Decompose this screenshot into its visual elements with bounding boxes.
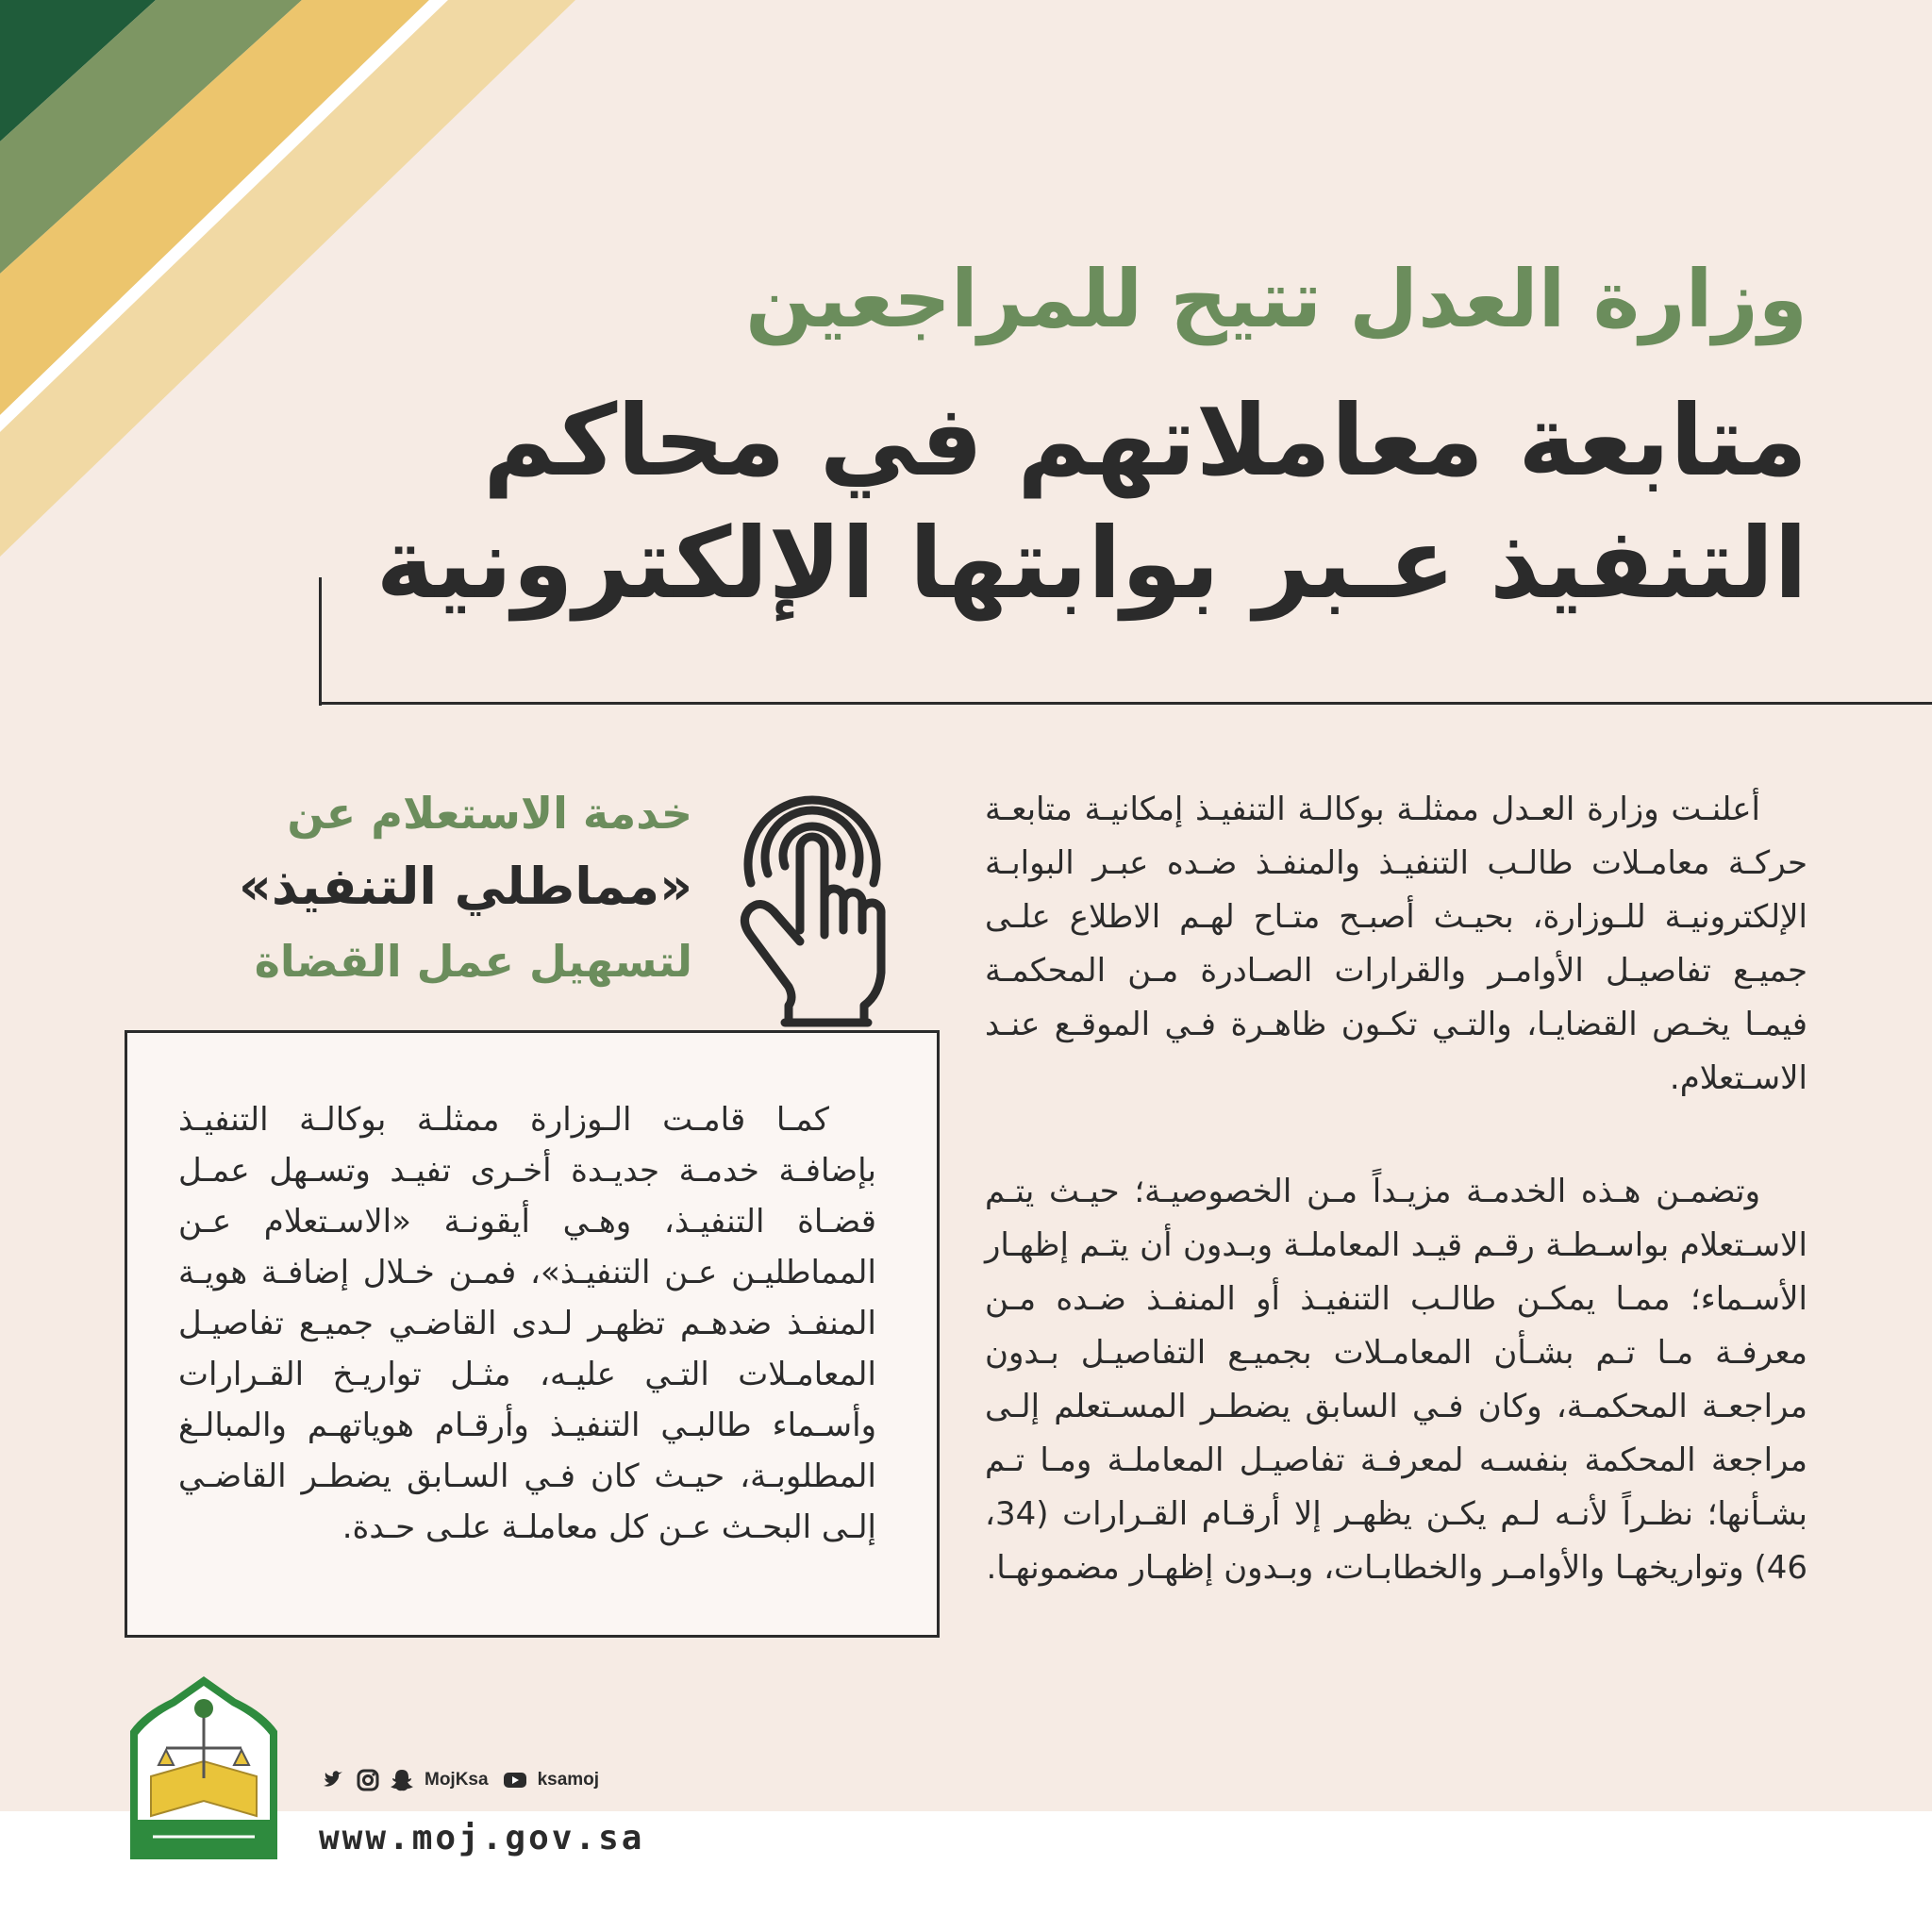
main-paragraph-2: وتضمـن هـذه الخدمـة مزيـداً مـن الخصوصيـة؛ حيـث يتـم الاسـتعلام بواسـطـة رقـم قيـد المعاملـة وبـدون أن يتـم إظهـار الأسـماء؛ ممـا يمكـن طالـب التنفيـذ أو المنفـذ ضـده مـن معرفـة مـا تـم بشـأن المعامـلات بجميـع التفاصيـل بـدون مراجعـة المحكمـة، وكان فـي السابق يضطـر المسـتعلم إلـى مراجعة المحكمة بنفسـه لمعرفـة تفاصيـل المعاملـة ومـا تـم بشـأنها؛ نظـراً لأنـه لـم يكـن يظهـر إلا أرقـام القـرارات (34، 46) وتواريخهـا والأوامـر والخطابـات، وبـدون إظهـار مضمونهـا. bbox=[985, 1173, 1807, 1587]
side-text-box bbox=[125, 1030, 940, 1638]
header-frame-divider bbox=[319, 702, 1932, 705]
side-box-paragraph: كمـا قامـت الـوزارة ممثلـة بوكالـة التنفيـذ بإضافـة خدمـة جديـدة أخـرى تفيـد وتسـهل عمـل قضـاة التنفيـذ، وهـي أيقونـة «الاسـتعلام عـن المماطليـن عـن التنفيـذ»، فمـن خـلال إضافـة هويـة المنفـذ ضدهـم تظهـر لـدى القاضـي جميـع تفاصيـل المعامـلات التـي عليـه، مثـل تواريـخ القـرارات وأسـماء طالبـي التنفيـذ وأرقـام هوياتهـم والمبالـغ المطلوبـة، حيـث كان فـي السـابق يضطـر القاضـي إلـى البحـث عـن كل معاملـة علـى حـدة. bbox=[178, 1101, 876, 1546]
header-frame-vertical bbox=[319, 577, 322, 706]
ministry-of-justice-logo bbox=[125, 1674, 283, 1859]
instagram-icon[interactable] bbox=[355, 1767, 381, 1793]
side-title-line-1: خدمة الاستعلام عن bbox=[287, 788, 692, 839]
footer-band bbox=[0, 1811, 1932, 1932]
social-handle-ksamoj[interactable]: ksamoj bbox=[537, 1770, 600, 1790]
headline-line-3: التنفيذ عـبر بوابتها الإلكترونية bbox=[375, 506, 1807, 621]
headline-line-2: متابعة معاملاتهم في محاكم bbox=[483, 383, 1807, 498]
youtube-icon[interactable] bbox=[502, 1767, 528, 1793]
side-title-line-2: «مماطلي التنفيذ» bbox=[239, 857, 692, 916]
snapchat-icon[interactable] bbox=[389, 1767, 415, 1793]
social-media-row bbox=[321, 1766, 605, 1794]
twitter-icon[interactable] bbox=[321, 1767, 347, 1793]
touch-hand-icon bbox=[732, 779, 892, 1032]
side-title-line-3: لتسهيل عمل القضاة bbox=[254, 936, 692, 987]
social-handle-mojksa[interactable]: MojKsa bbox=[425, 1770, 489, 1790]
headline-line-1: وزارة العدل تتيح للمراجعين bbox=[745, 253, 1807, 345]
main-paragraph-1: أعلنـت وزارة العـدل ممثلـة بوكالـة التنفيـذ إمكانيـة متابعـة حركـة معامـلات طالـب التنفيـذ والمنفـذ ضـده عبـر البوابـة الإلكترونيـة للـوزارة، بحيـث أصبـح متـاح لهـم الاطلاع علـى جميـع تفاصيـل الأوامـر والقرارات الصـادرة مـن المحكمـة فيمـا يخـص القضايـا، والتـي تكـون ظاهـرة فـي الموقـع عنـد الاسـتعلام. bbox=[985, 791, 1807, 1097]
website-link[interactable]: www.moj.gov.sa bbox=[319, 1819, 645, 1857]
